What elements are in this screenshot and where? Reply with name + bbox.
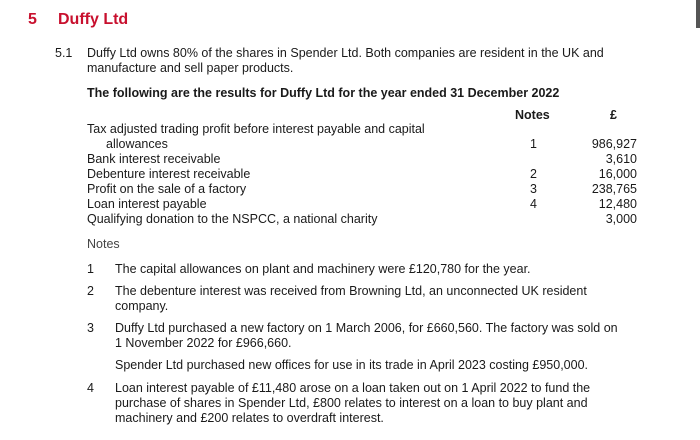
row-amount-5: 12,480 [598, 197, 637, 211]
note-4-line-2: purchase of shares in Spender Ltd, £800 relates to interest on a loan to buy plant and [115, 396, 588, 410]
row-amount-3: 16,000 [598, 167, 637, 181]
note-number-3: 3 [87, 321, 94, 335]
section-title: Duffy Ltd [58, 11, 129, 28]
note-number-4: 4 [87, 381, 94, 395]
row-amount-4: 238,765 [591, 182, 637, 196]
row-note-3: 2 [530, 167, 537, 181]
note-number-2: 2 [87, 284, 94, 298]
row-label-6: Qualifying donation to the NSPCC, a national charity [87, 212, 378, 226]
note-3-line-2: 1 November 2022 for £966,660. [115, 336, 292, 350]
row-amount-6: 3,000 [605, 212, 637, 226]
row-label-2: Bank interest receivable [87, 152, 221, 166]
notes-column-header: Notes [515, 108, 550, 122]
question-number: 5.1 [55, 46, 73, 60]
note-3-line-1: Duffy Ltd purchased a new factory on 1 March 2006, for £660,560. The factory was sold on [115, 321, 618, 335]
row-label-1: allowances [106, 137, 168, 151]
note-3-line-3: Spender Ltd purchased new offices for use in its trade in April 2023 costing £950,000. [115, 358, 588, 372]
row-label-4: Profit on the sale of a factory [87, 182, 247, 196]
scroll-edge [696, 0, 700, 28]
row-label-3: Debenture interest receivable [87, 167, 251, 181]
note-number-1: 1 [87, 262, 94, 276]
note-1-line-1: The capital allowances on plant and machinery were £120,780 for the year. [115, 262, 531, 276]
question-line-2: manufacture and sell paper products. [87, 61, 294, 75]
row-amount-1: 986,927 [591, 137, 637, 151]
row-label-5: Loan interest payable [87, 197, 207, 211]
note-2-line-1: The debenture interest was received from Browning Ltd, an unconnected UK resident [115, 284, 587, 298]
results-heading: The following are the results for Duffy Ltd for the year ended 31 December 2022 [87, 86, 560, 100]
row-label-0: Tax adjusted trading profit before interest payable and capital [87, 122, 425, 136]
row-note-4: 3 [530, 182, 537, 196]
notes-heading: Notes [87, 237, 120, 251]
note-4-line-3: machinery and £200 relates to overdraft interest. [115, 411, 384, 425]
note-4-line-1: Loan interest payable of £11,480 arose on a loan taken out on 1 April 2022 to fund the [115, 381, 591, 395]
row-note-1: 1 [530, 137, 537, 151]
amount-column-header: £ [610, 108, 617, 122]
row-note-5: 4 [530, 197, 537, 211]
section-number: 5 [28, 11, 37, 28]
row-amount-2: 3,610 [605, 152, 637, 166]
question-line-1: Duffy Ltd owns 80% of the shares in Spender Ltd. Both companies are resident in the UK and [87, 46, 604, 60]
note-2-line-2: company. [115, 299, 169, 313]
